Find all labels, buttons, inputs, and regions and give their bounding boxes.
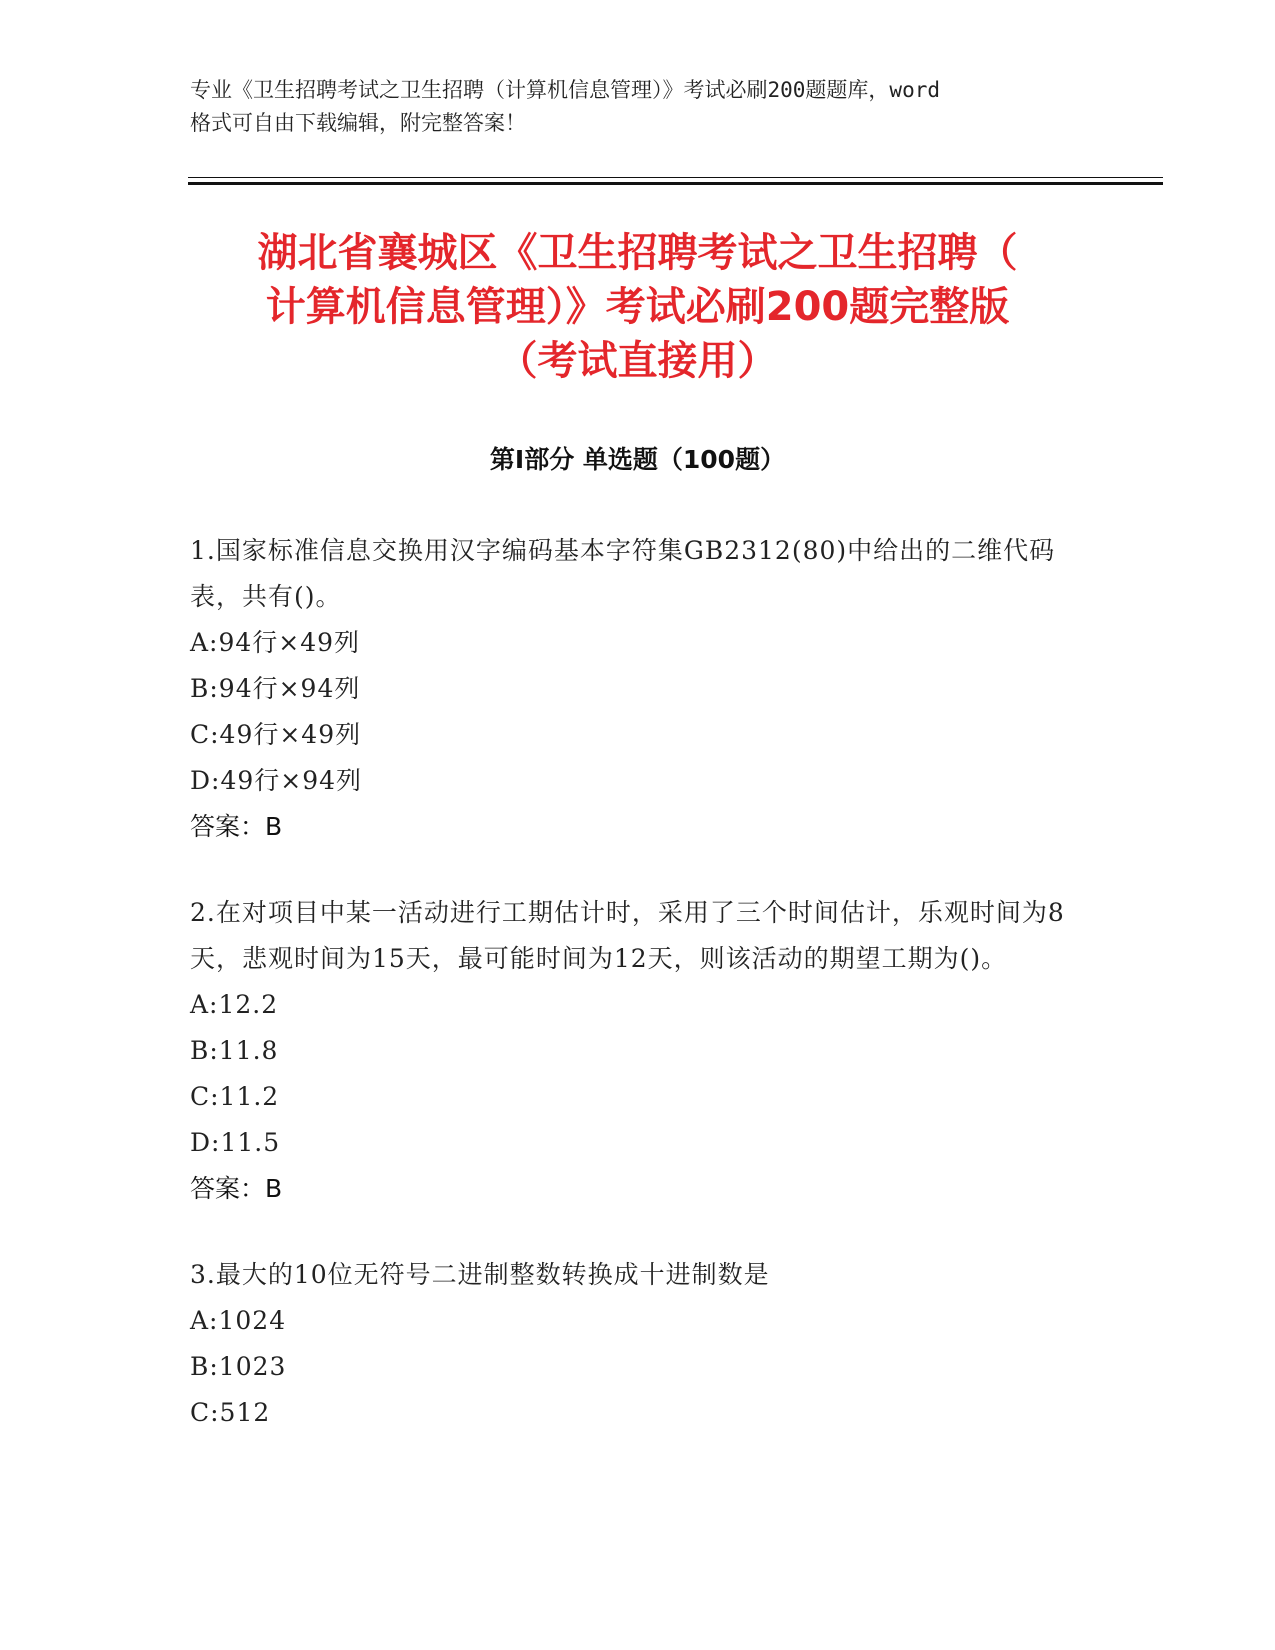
question-stem: 3.最大的10位无符号二进制整数转换成十进制数是 (190, 1260, 770, 1289)
correct-answer: 答案：B (190, 1174, 283, 1203)
answer-option: C:11.2 (190, 1082, 280, 1111)
answer-option: B:94行×94列 (190, 674, 361, 703)
question-list (190, 528, 1090, 1476)
intro-text (190, 74, 1090, 140)
document-title (160, 226, 1115, 388)
intro-line: 专业《卫生招聘考试之卫生招聘（计算机信息管理）》考试必刷200题题库，word (190, 78, 940, 102)
answer-option: D:11.5 (190, 1128, 281, 1157)
answer-option: A:12.2 (190, 990, 279, 1019)
question-item (190, 528, 1090, 850)
answer-option: A:1024 (190, 1306, 287, 1335)
question-stem: 1.国家标准信息交换用汉字编码基本字符集GB2312(80)中给出的二维代码表，共有()。 (190, 536, 1056, 611)
title-line: 湖北省襄城区《卫生招聘考试之卫生招聘（ (257, 230, 1018, 276)
answer-option: D:49行×94列 (190, 766, 363, 795)
intro-line: 格式可自由下载编辑，附完整答案！ (190, 111, 526, 135)
answer-option: A:94行×49列 (190, 628, 361, 657)
section-heading: 第Ⅰ部分 单选题（100题） (489, 445, 786, 474)
title-line: （考试直接用） (497, 338, 778, 384)
answer-option: B:1023 (190, 1352, 287, 1381)
header-divider-thick (188, 182, 1163, 185)
question-stem: 2.在对项目中某一活动进行工期估计时，采用了三个时间估计，乐观时间为8天，悲观时间为15天，最可能时间为12天，则该活动的期望工期为()。 (190, 898, 1065, 973)
question-item (190, 890, 1090, 1212)
question-item (190, 1252, 1090, 1436)
answer-option: B:11.8 (190, 1036, 279, 1065)
answer-option: C:512 (190, 1398, 271, 1427)
answer-option: C:49行×49列 (190, 720, 362, 749)
title-line: 计算机信息管理）》考试必刷200题完整版 (265, 284, 1010, 330)
header-divider-thin (188, 177, 1163, 178)
correct-answer: 答案：B (190, 812, 283, 841)
